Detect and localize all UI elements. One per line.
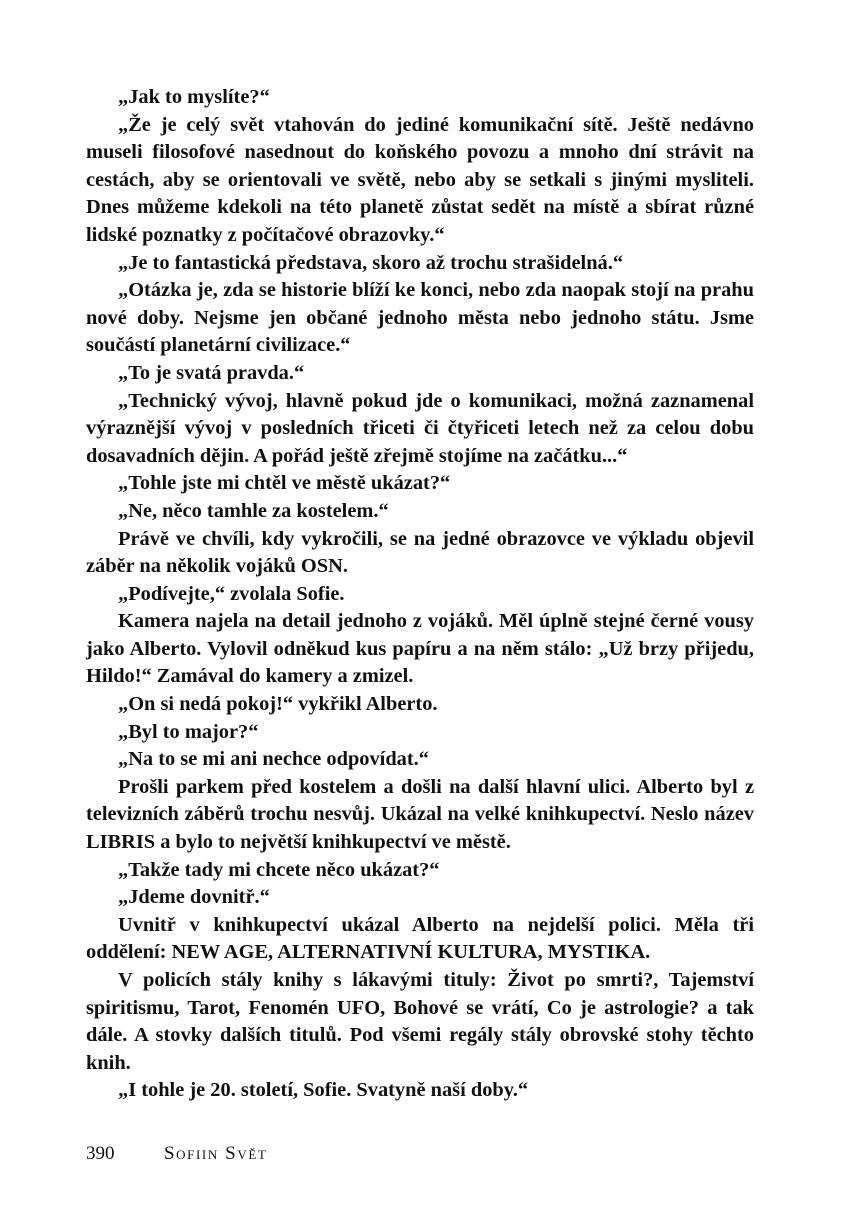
paragraph: „Je to fantastická představa, skoro až trochu strašidelná.“ — [118, 251, 624, 274]
paragraph: „Ne, něco tamhle za kostelem.“ — [118, 499, 389, 522]
paragraph: „To je svatá pravda.“ — [118, 361, 305, 384]
page-number: 390 — [86, 1143, 115, 1164]
paragraph: „I tohle je 20. století, Sofie. Svatyně naší doby.“ — [118, 1079, 529, 1102]
paragraph: „Byl to major?“ — [118, 720, 259, 743]
paragraph: V policích stály knihy s lákavými tituly: Život po smrti?, Tajemství spiritismu, Tarot, Fenomén UFO, Bohové se vrátí, Co je astrologie? a tak dále. A stovky dalších titulů. Pod všemi regály stály obrovské stohy těchto knih. — [86, 969, 754, 1074]
paragraph: „Tohle jste mi chtěl ve městě ukázat?“ — [118, 472, 451, 495]
paragraph: „Technický vývoj, hlavně pokud jde o komunikaci, možná zaznamenal výraznější vývoj v posledních třiceti či čtyřiceti letech než za celou dobu dosavadních dějin. A pořád ještě zřejmě stojíme na začátku...“ — [86, 389, 754, 467]
body-text — [86, 84, 754, 1105]
paragraph: „On si nedá pokoj!“ vykřikl Alberto. — [118, 693, 438, 716]
paragraph: „Jak to myslíte?“ — [118, 86, 270, 108]
paragraph: „Na to se mi ani nechce odpovídat.“ — [118, 748, 429, 771]
paragraph: „Podívejte,“ zvolala Sofie. — [118, 582, 345, 605]
page-footer — [86, 1143, 267, 1165]
paragraph: Uvnitř v knihkupectví ukázal Alberto na nejdelší polici. Měla tři oddělení: NEW AGE, ALTERNATIVNÍ KULTURA, MYSTIKA. — [86, 913, 754, 964]
paragraph: „Takže tady mi chcete něco ukázat?“ — [118, 858, 440, 881]
paragraph: Právě ve chvíli, kdy vykročili, se na jedné obrazovce ve výkladu objevil záběr na několik vojáků OSN. — [86, 527, 754, 578]
running-title: Sofiin Svět — [164, 1143, 268, 1164]
paragraph: „Jdeme dovnitř.“ — [118, 886, 270, 909]
paragraph: „Otázka je, zda se historie blíží ke konci, nebo zda naopak stojí na prahu nové doby. Nejsme jen občané jednoho města nebo jednoho státu. Jsme součástí planetární civilizace.“ — [86, 279, 754, 357]
paragraph: „Že je celý svět vtahován do jediné komunikační sítě. Ještě nedávno museli filosofové nasednout do koňského povozu a mnoho dní strávit na cestách, aby se orientovali ve světě, nebo aby se setkali s jinými mysliteli. Dnes můžeme kdekoli na této planetě zůstat sedět na místě a sbírat různé lidské poznatky z počítačové obrazovky.“ — [86, 113, 754, 246]
paragraph: Kamera najela na detail jednoho z vojáků. Měl úplně stejné černé vousy jako Alberto. Vylovil odněkud kus papíru a na něm stálo: „Už brzy přijedu, Hildo!“ Zamával do kamery a zmizel. — [86, 610, 754, 688]
paragraph: Prošli parkem před kostelem a došli na další hlavní ulici. Alberto byl z televizních záběrů trochu nesvůj. Ukázal na velké knihkupectví. Neslo název LIBRIS a bylo to největší knihkupectví ve městě. — [86, 775, 754, 854]
